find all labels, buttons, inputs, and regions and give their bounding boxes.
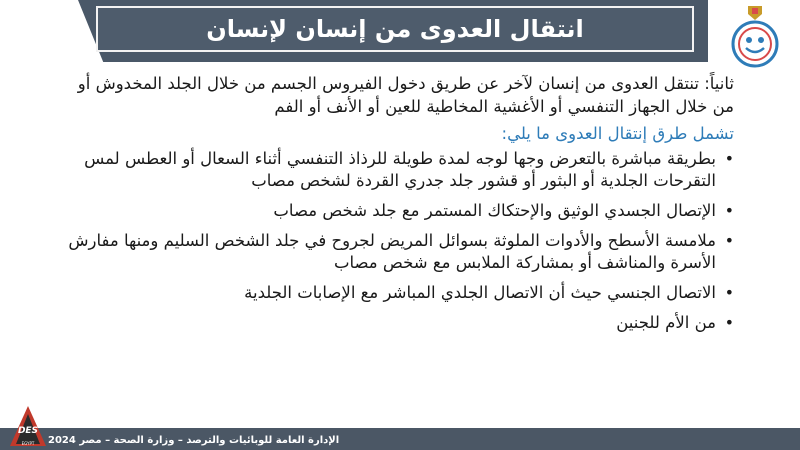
ministry-of-health-logo-icon [722, 4, 788, 70]
slide-title: انتقال العدوى من إنسان لإنسان [206, 15, 584, 43]
title-banner [96, 6, 694, 52]
list-item [60, 230, 734, 274]
bullet-icon: • [724, 313, 734, 332]
transmission-list [60, 148, 734, 334]
list-item-text: ملامسة الأسطح والأدوات الملوثة بسوائل المريض لجروح في جلد الشخص السليم ومنها مفارش الأسرة والمناشف أو بمشاركة الملابس مع شخص مصاب [68, 231, 716, 272]
bullet-icon: • [724, 201, 734, 220]
bullet-icon: • [724, 283, 734, 302]
des-logo-text: DES [17, 426, 39, 436]
list-item-text: من الأم للجنين [616, 313, 716, 332]
list-item [60, 282, 734, 304]
list-item [60, 312, 734, 334]
des-logo-subtext: EGYPT [21, 441, 35, 446]
footer-text: الإدارة العامة للوبائيات والترصد – وزارة الصحة – مصر 2024 [48, 435, 340, 446]
list-item-text: الإتصال الجسدي الوثيق والإحتكاك المستمر مع جلد شخص مصاب [273, 201, 716, 220]
slide-content [60, 72, 734, 342]
intro-paragraph: ثانياً: تنتقل العدوى من إنسان لآخر عن طريق دخول الفيروس الجسم من خلال الجلد المخدوش أو من خلال الجهاز التنفسي أو الأغشية المخاطية للعين أو الأنف أو الفم [77, 74, 734, 116]
bullet-icon: • [724, 149, 734, 168]
bullet-icon: • [724, 231, 734, 250]
list-item-text: بطريقة مباشرة بالتعرض وجها لوجه لمدة طويلة للرذاذ التنفسي أثناء السعال أو العطس لمس التقرحات الجلدية أو البثور أو قشور جلد جدري القردة لشخص مصاب [84, 149, 716, 190]
transmission-subheading: تشمل طرق إنتقال العدوى ما يلي: [501, 124, 734, 143]
list-item [60, 200, 734, 222]
list-item-text: الاتصال الجنسي حيث أن الاتصال الجلدي المباشر مع الإصابات الجلدية [244, 283, 716, 302]
list-item [60, 148, 734, 192]
